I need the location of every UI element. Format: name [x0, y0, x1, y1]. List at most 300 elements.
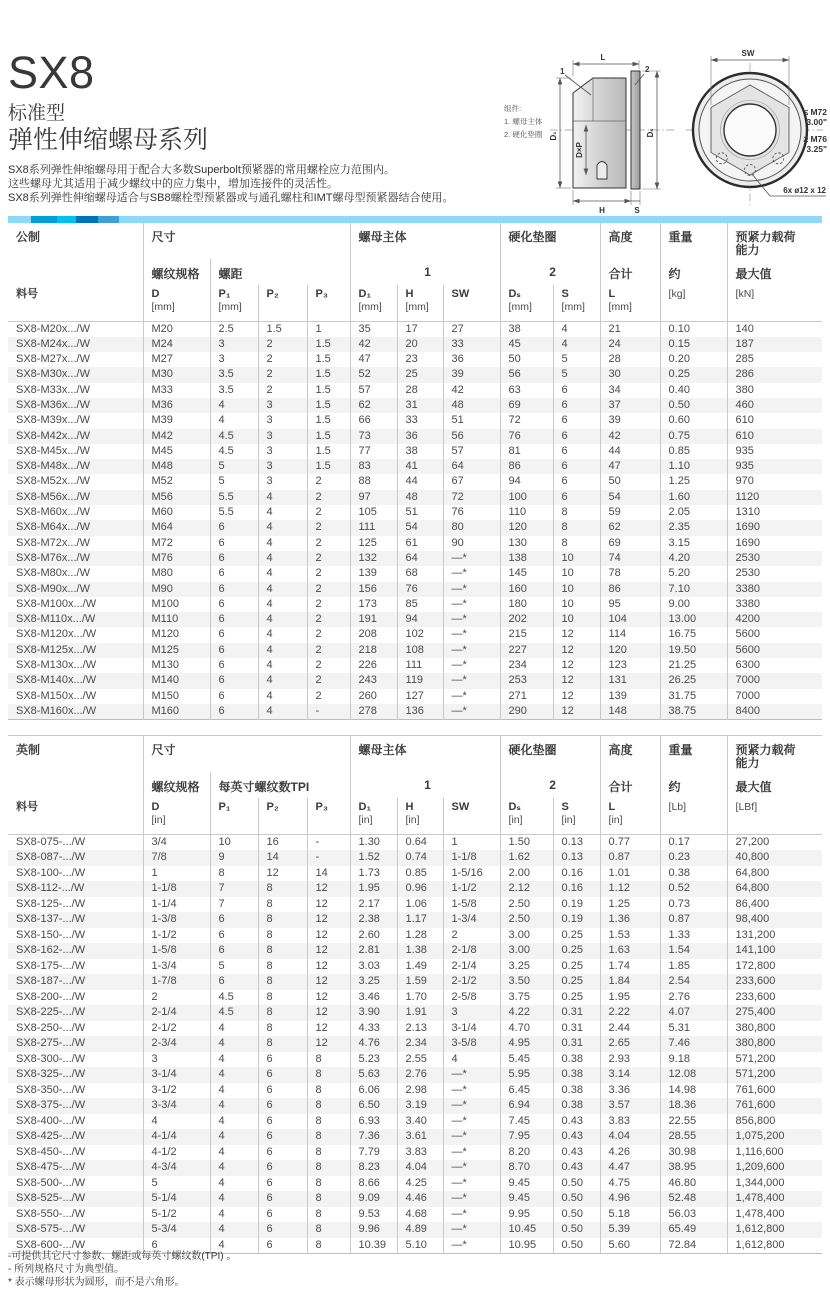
table-cell: M30: [143, 367, 210, 382]
table-cell: 1.95: [600, 990, 660, 1006]
col-header-SW: SW: [443, 798, 500, 834]
table-cell: 3: [443, 1005, 500, 1021]
table-cell: SX8-375-.../W: [8, 1098, 143, 1114]
table-cell: M36: [143, 398, 210, 413]
table-cell: 36: [443, 352, 500, 367]
table-cell: 86,400: [735, 897, 770, 910]
table-cell: SX8-300-.../W: [8, 1052, 143, 1068]
table-cell: —*: [443, 1114, 500, 1130]
table-cell: SX8-M24x.../W: [8, 337, 143, 352]
table-cell: 156: [350, 582, 397, 597]
table-cell: 39: [600, 413, 660, 428]
table-cell: 4.22: [500, 1005, 553, 1021]
table-cell: SX8-525-.../W: [8, 1191, 143, 1207]
table-cell: 218: [350, 643, 397, 658]
table-cell: 25: [397, 367, 443, 382]
table-cell: 120: [600, 643, 660, 658]
table-cell: 271: [500, 689, 553, 704]
table-cell: 74: [600, 551, 660, 566]
bolt-note: 6x ø12 x 12: [783, 186, 826, 195]
table-cell: 0.75: [660, 429, 727, 444]
table-cell: SX8-600-.../W: [8, 1238, 143, 1254]
col-header-S: S [in]: [553, 798, 600, 834]
col-header-Ds: Dₛ [mm]: [500, 285, 553, 321]
table-cell: 6: [210, 520, 258, 535]
table-cell: 1.50: [500, 834, 553, 850]
table-cell: 1.73: [350, 866, 397, 882]
table-cell: 16.75: [660, 627, 727, 642]
table-cell: 6: [258, 1114, 307, 1130]
table-cell: 7.95: [500, 1129, 553, 1145]
col-header-P1: P₁: [210, 798, 258, 834]
table-cell: 4: [258, 612, 307, 627]
table-cell: 2: [443, 928, 500, 944]
table-cell: 5.60: [600, 1238, 660, 1254]
table-cell: 5.5: [210, 505, 258, 520]
col-header-S: S [mm]: [553, 285, 600, 321]
table-cell: 0.17: [660, 834, 727, 850]
col-header-P2: P₂: [258, 285, 307, 321]
table-cell: 35: [350, 321, 397, 337]
table-cell: 1.49: [397, 959, 443, 975]
table-cell: 1.25: [600, 897, 660, 913]
table-cell: 2.98: [397, 1083, 443, 1099]
table-cell: 0.16: [553, 881, 600, 897]
table-cell: 234: [500, 658, 553, 673]
table-cell: 14: [307, 866, 350, 882]
table-cell: 5.23: [350, 1052, 397, 1068]
table-cell: 571,200: [735, 1052, 776, 1065]
table-cell: 0.77: [600, 834, 660, 850]
table-cell: 12: [553, 704, 600, 720]
table-cell: 2-1/2: [143, 1021, 210, 1037]
table-cell: 3.90: [350, 1005, 397, 1021]
imperial-table-body: [8, 834, 822, 1254]
table-cell: 1.28: [397, 928, 443, 944]
table-cell: 4: [258, 704, 307, 720]
table-cell: 4.04: [397, 1160, 443, 1176]
table-cell: 2: [307, 566, 350, 581]
table-cell: 0.38: [553, 1067, 600, 1083]
table-cell: 4: [553, 337, 600, 352]
table-cell: 1.25: [660, 474, 727, 489]
table-row: [8, 897, 822, 913]
table-cell: 0.40: [660, 383, 727, 398]
dim-D1-label: D₁: [549, 131, 558, 141]
table-cell: 12: [307, 1005, 350, 1021]
table-cell: 5.63: [350, 1067, 397, 1083]
sub-header-approx: 约: [660, 259, 727, 285]
column-header-row: [8, 285, 822, 321]
table-cell: 45: [500, 337, 553, 352]
table-cell: 6: [210, 689, 258, 704]
table-cell: SX8-M90x.../W: [8, 582, 143, 597]
table-cell: 8: [553, 536, 600, 551]
table-cell: 68: [397, 566, 443, 581]
table-cell: —*: [443, 1129, 500, 1145]
table-row: [8, 866, 822, 882]
table-cell: 0.31: [553, 1036, 600, 1052]
table-cell: 5: [143, 1176, 210, 1192]
table-cell: 3: [143, 1052, 210, 1068]
table-cell: 0.60: [660, 413, 727, 428]
col-header-SW: SW: [443, 285, 500, 321]
accent-bar: [8, 216, 822, 223]
table-cell: 4: [210, 1222, 258, 1238]
table-row: [8, 520, 822, 535]
table-cell: 4.95: [500, 1036, 553, 1052]
table-cell: 3: [258, 444, 307, 459]
table-cell: 72.84: [660, 1238, 727, 1254]
table-cell: 83: [350, 459, 397, 474]
table-cell: 12: [307, 990, 350, 1006]
header: [8, 47, 488, 205]
table-cell: M150: [143, 689, 210, 704]
table-cell: 95: [600, 597, 660, 612]
size-note-large-thread: ≥ M76: [803, 134, 827, 144]
accent-bar-segment: [98, 216, 119, 223]
table-cell: —*: [443, 597, 500, 612]
table-cell: 1,612,800: [735, 1238, 785, 1251]
table-cell: 3-3/4: [143, 1098, 210, 1114]
table-cell: 2.34: [397, 1036, 443, 1052]
table-cell: 0.15: [660, 337, 727, 352]
table-cell: 3.40: [397, 1114, 443, 1130]
table-cell: 2530: [735, 551, 761, 564]
table-cell: SX8-M110x.../W: [8, 612, 143, 627]
table-cell: 2.22: [600, 1005, 660, 1021]
table-cell: 4: [553, 321, 600, 337]
table-cell: 1-1/4: [143, 897, 210, 913]
table-cell: 22.55: [660, 1114, 727, 1130]
table-cell: 0.85: [397, 866, 443, 882]
table-row: [8, 928, 822, 944]
col-header-kN: [kN]: [727, 285, 822, 321]
table-cell: 12: [553, 627, 600, 642]
table-cell: 8: [307, 1176, 350, 1192]
table-cell: 3.5: [210, 383, 258, 398]
table-cell: SX8-M36x.../W: [8, 398, 143, 413]
accent-bar-segment: [57, 216, 76, 223]
col-header-part-number: 料号: [8, 798, 143, 834]
table-cell: 0.87: [660, 912, 727, 928]
group-header-preload-text: 预紧力载荷能力: [735, 230, 796, 257]
table-cell: 44: [397, 474, 443, 489]
table-cell: 5: [210, 959, 258, 975]
table-cell: 1.06: [397, 897, 443, 913]
table-cell: 0.20: [660, 352, 727, 367]
table-cell: M76: [143, 551, 210, 566]
table-cell: 19.50: [660, 643, 727, 658]
table-cell: 1-5/8: [143, 943, 210, 959]
table-cell: 63: [500, 383, 553, 398]
table-cell: 41: [397, 459, 443, 474]
table-cell: 57: [350, 383, 397, 398]
size-note-small-thread: ≤ M72: [803, 107, 827, 117]
bore: [724, 104, 776, 156]
table-cell: 4: [258, 520, 307, 535]
table-cell: 1.5: [307, 383, 350, 398]
table-cell: 7.79: [350, 1145, 397, 1161]
table-cell: 10: [553, 566, 600, 581]
table-row: [8, 1083, 822, 1099]
table-cell: 380: [735, 383, 754, 396]
table-cell: M24: [143, 337, 210, 352]
table-cell: 7.36: [350, 1129, 397, 1145]
table-cell: 1.10: [660, 459, 727, 474]
table-cell: M56: [143, 490, 210, 505]
description: [8, 163, 488, 205]
table-cell: 208: [350, 627, 397, 642]
table-cell: 1.54: [660, 943, 727, 959]
table-cell: 10: [553, 551, 600, 566]
table-cell: 37: [600, 398, 660, 413]
table-cell: 0.25: [553, 974, 600, 990]
table-row: [8, 912, 822, 928]
table-cell: 1.60: [660, 490, 727, 505]
table-cell: 0.50: [660, 398, 727, 413]
table-cell: 17: [397, 321, 443, 337]
table-cell: -: [307, 834, 350, 850]
table-cell: 4: [258, 551, 307, 566]
table-cell: 31.75: [660, 689, 727, 704]
table-cell: 12: [307, 1021, 350, 1037]
table-cell: 260: [350, 689, 397, 704]
component-legend: [504, 103, 543, 139]
sub-header-approx: 约: [660, 772, 727, 798]
table-cell: 14: [258, 850, 307, 866]
table-cell: 76: [397, 582, 443, 597]
table-cell: 1-3/8: [143, 912, 210, 928]
table-cell: 26.25: [660, 673, 727, 688]
table-cell: 0.50: [553, 1191, 600, 1207]
table-cell: -: [307, 850, 350, 866]
table-cell: 6.94: [500, 1098, 553, 1114]
table-cell: 6: [258, 1052, 307, 1068]
table-cell: SX8-M39x.../W: [8, 413, 143, 428]
table-cell: 4.5: [210, 990, 258, 1006]
table-cell: 97: [350, 490, 397, 505]
table-cell: 4: [210, 1114, 258, 1130]
table-cell: 5: [553, 367, 600, 382]
table-cell: 4200: [735, 613, 761, 626]
description-line: SX8系列弹性伸缩螺母适合与SB8螺栓型预紧器或与通孔螺柱和IMT螺母型预紧器结合使用。: [8, 192, 454, 204]
table-cell: —*: [443, 551, 500, 566]
table-cell: 2.35: [660, 520, 727, 535]
table-cell: 5: [553, 352, 600, 367]
table-cell: 6: [553, 398, 600, 413]
table-cell: 2.05: [660, 505, 727, 520]
table-cell: 2: [307, 582, 350, 597]
col-header-Ds: Dₛ [in]: [500, 798, 553, 834]
table-row: [8, 367, 822, 382]
table-cell: 278: [350, 704, 397, 720]
table-cell: 3-1/4: [443, 1021, 500, 1037]
table-cell: 48: [443, 398, 500, 413]
table-cell: 2.93: [600, 1052, 660, 1068]
table-cell: 160: [500, 582, 553, 597]
table-cell: 0.25: [553, 990, 600, 1006]
table-cell: 20: [397, 337, 443, 352]
table-cell: 50: [600, 474, 660, 489]
table-cell: 148: [600, 704, 660, 720]
table-cell: 3: [258, 413, 307, 428]
table-cell: 6300: [735, 659, 761, 672]
group-header-region: 英制: [8, 736, 143, 773]
table-cell: 123: [600, 658, 660, 673]
table-cell: 3-1/2: [143, 1083, 210, 1099]
table-cell: 275,400: [735, 1006, 776, 1018]
table-cell: 52.48: [660, 1191, 727, 1207]
table-cell: 3.5: [210, 367, 258, 382]
table-cell: 8: [258, 1021, 307, 1037]
table-cell: 1.5: [307, 367, 350, 382]
table-cell: 62: [350, 398, 397, 413]
table-row: [8, 505, 822, 520]
table-cell: 8: [258, 928, 307, 944]
table-row: [8, 413, 822, 428]
table-row: [8, 1098, 822, 1114]
table-cell: 4: [210, 1238, 258, 1254]
table-cell: 42: [350, 337, 397, 352]
table-cell: 0.38: [553, 1098, 600, 1114]
table-cell: 1: [143, 866, 210, 882]
table-cell: 31: [397, 398, 443, 413]
table-cell: 1690: [735, 521, 761, 534]
table-cell: 3: [210, 352, 258, 367]
table-cell: 2-5/8: [443, 990, 500, 1006]
table-cell: 0.38: [553, 1083, 600, 1099]
table-cell: 4.04: [600, 1129, 660, 1145]
table-cell: 761,600: [735, 1099, 776, 1111]
col-header-H: H [in]: [397, 798, 443, 834]
table-cell: 4-1/4: [143, 1129, 210, 1145]
table-cell: 4: [258, 566, 307, 581]
table-cell: 61: [397, 536, 443, 551]
table-cell: 9.45: [500, 1191, 553, 1207]
table-row: [8, 1114, 822, 1130]
table-cell: SX8-475-.../W: [8, 1160, 143, 1176]
table-cell: 6: [258, 1191, 307, 1207]
table-cell: SX8-125-.../W: [8, 897, 143, 913]
table-cell: SX8-575-.../W: [8, 1222, 143, 1238]
table-cell: 9: [210, 850, 258, 866]
table-cell: 12: [258, 866, 307, 882]
table-cell: 2.00: [500, 866, 553, 882]
table-cell: —*: [443, 582, 500, 597]
table-cell: 285: [735, 353, 754, 366]
table-row: [8, 1207, 822, 1223]
table-cell: 7: [210, 881, 258, 897]
table-cell: 136: [397, 704, 443, 720]
table-cell: —*: [443, 1207, 500, 1223]
table-cell: 6: [210, 928, 258, 944]
table-cell: 0.38: [553, 1052, 600, 1068]
table-cell: 8: [307, 1207, 350, 1223]
table-cell: 4: [258, 582, 307, 597]
table-cell: 6: [210, 566, 258, 581]
table-cell: 761,600: [735, 1083, 776, 1096]
washer-section: [631, 71, 640, 189]
table-cell: 42: [600, 429, 660, 444]
table-cell: 2.76: [660, 990, 727, 1006]
table-cell: 64: [397, 551, 443, 566]
dim-DxP-label: D×P: [575, 142, 584, 158]
sub-header-empty: [8, 772, 143, 798]
table-row: [8, 383, 822, 398]
table-cell: M20: [143, 321, 210, 337]
table-cell: 2: [307, 658, 350, 673]
table-cell: 2.17: [350, 897, 397, 913]
table-cell: 5.18: [600, 1207, 660, 1223]
table-cell: 1.74: [600, 959, 660, 975]
sub-header-nut-number: 1: [350, 772, 500, 798]
col-header-part-number: 料号: [8, 285, 143, 321]
table-cell: 30.98: [660, 1145, 727, 1161]
table-cell: 13.00: [660, 612, 727, 627]
table-cell: 460: [735, 398, 754, 411]
col-header-kg: [kg]: [660, 285, 727, 321]
table-cell: 2-1/4: [143, 1005, 210, 1021]
table-cell: 3380: [735, 597, 761, 610]
col-header-D: D [in]: [143, 798, 210, 834]
table-cell: 138: [500, 551, 553, 566]
table-row: [8, 1021, 822, 1037]
table-cell: 62: [600, 520, 660, 535]
table-cell: 114: [600, 627, 660, 642]
table-row: [8, 429, 822, 444]
group-header-preload-text: 预紧力载荷能力: [735, 743, 796, 770]
table-cell: SX8-M76x.../W: [8, 551, 143, 566]
table-cell: 3: [258, 398, 307, 413]
table-cell: 6.45: [500, 1083, 553, 1099]
table-cell: 2: [307, 597, 350, 612]
table-cell: 51: [443, 413, 500, 428]
table-cell: 64,800: [735, 866, 770, 879]
table-cell: 2530: [735, 567, 761, 580]
table-cell: 380,800: [735, 1037, 776, 1049]
table-cell: M125: [143, 643, 210, 658]
table-cell: 110: [500, 505, 553, 520]
table-cell: 8: [258, 881, 307, 897]
table-cell: 10: [553, 612, 600, 627]
table-cell: 9.00: [660, 597, 727, 612]
table-cell: 0.73: [660, 897, 727, 913]
table-cell: 1,478,400: [735, 1207, 785, 1220]
dim-S-label: S: [634, 206, 640, 215]
table-cell: 3.61: [397, 1129, 443, 1145]
table-cell: 8: [258, 943, 307, 959]
table-cell: 6: [258, 1160, 307, 1176]
table-cell: 4: [210, 1129, 258, 1145]
group-header-weight: 重量: [660, 736, 727, 773]
table-cell: 4: [210, 398, 258, 413]
table-cell: SX8-M64x.../W: [8, 520, 143, 535]
table-cell: SX8-M80x.../W: [8, 566, 143, 581]
table-cell: 2: [258, 383, 307, 398]
table-cell: 2: [307, 673, 350, 688]
table-cell: 227: [500, 643, 553, 658]
footnote: -可提供其它尺寸参数、螺距或每英寸螺纹数(TPI) 。: [8, 1251, 237, 1262]
table-cell: 6: [553, 490, 600, 505]
table-cell: 4-3/4: [143, 1160, 210, 1176]
table-cell: 290: [500, 704, 553, 720]
table-cell: 6.50: [350, 1098, 397, 1114]
table-cell: 2: [307, 505, 350, 520]
table-cell: 9.09: [350, 1191, 397, 1207]
table-cell: 2.50: [500, 912, 553, 928]
table-cell: 47: [600, 459, 660, 474]
